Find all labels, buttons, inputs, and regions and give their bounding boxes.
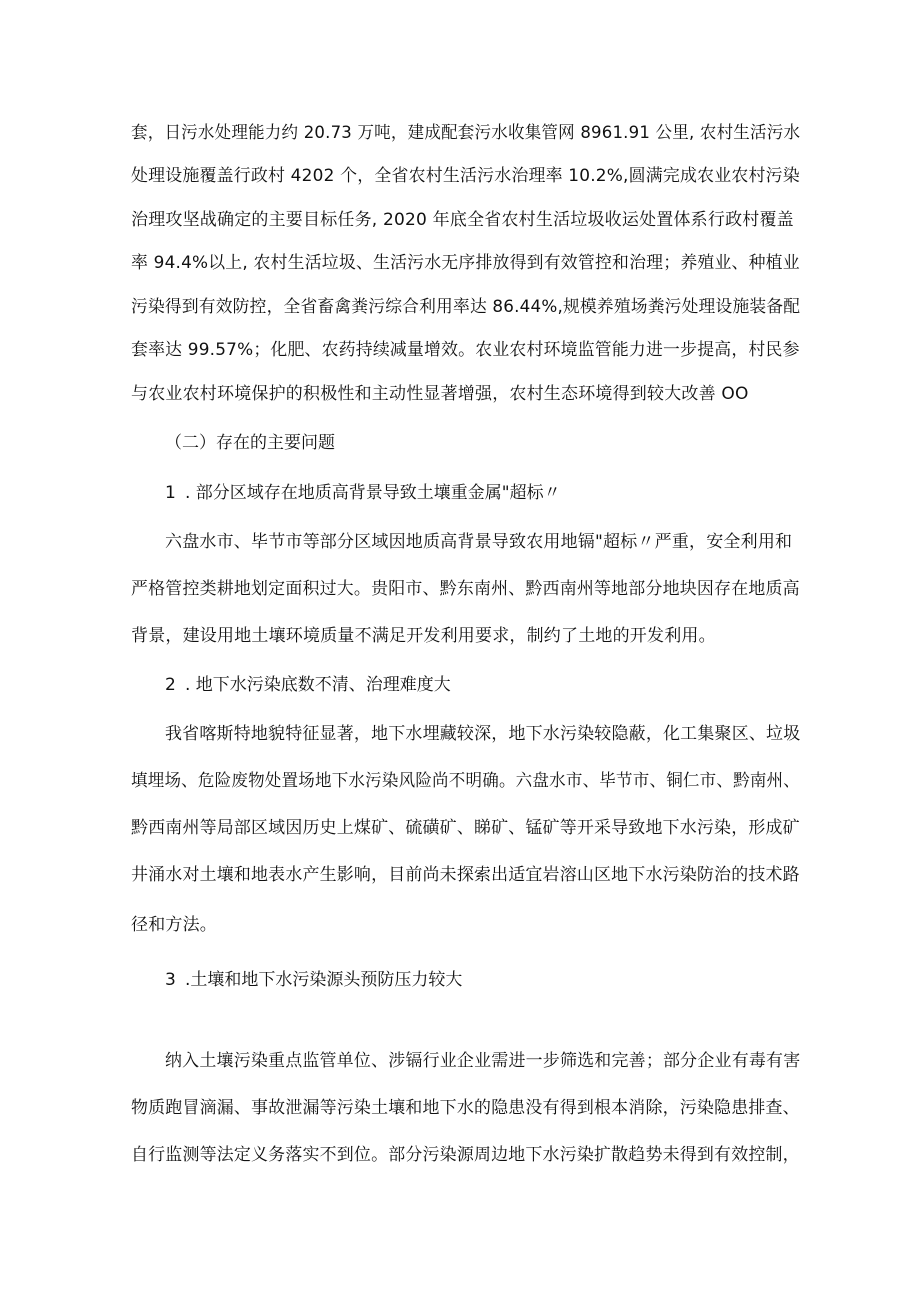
issue-number: 2 — [165, 675, 176, 695]
paragraph-line: 自行监测等法定义务落实不到位。部分污染源周边地下水污染扩散趋势未得到有效控制， — [131, 1145, 800, 1165]
paragraph-line: 黔西南州等局部区域因历史上煤矿、硫磺矿、睇矿、锰矿等开采导致地下水污染，形成矿 — [131, 818, 800, 838]
paragraph-line: 填埋场、危险废物处置场地下水污染风险尚不明确。六盘水市、毕节市、铜仁市、黔南州、 — [131, 771, 801, 791]
issue-heading-1 — [165, 478, 561, 508]
paragraph-line: 套，日污水处理能力约 20.73 万吨，建成配套污水收集管网 8961.91 公里, 农村生活污水 — [131, 123, 801, 143]
paragraph-line: 与农业农村环境保护的积极性和主动性显著增强，农村生态环境得到较大改善 OO — [131, 384, 749, 404]
paragraph-line: 背景，建设用地土壤环境质量不满足开发利用要求，制约了土地的开发利用。 — [131, 626, 716, 646]
paragraph-line: 物质跑冒滴漏、事故泄漏等污染土壤和地下水的隐患没有得到根本消除，污染隐患排查、 — [131, 1098, 800, 1118]
paragraph-line: 径和方法。 — [131, 915, 217, 935]
paragraph-line: 井涌水对土壤和地表水产生影响，目前尚未探索出适宜岩溶山区地下水污染防治的技术路 — [131, 865, 800, 885]
paragraph-line: 套率达 99.57%；化肥、农药持续减量增效。农业农村环境监管能力进一步提高，村民参 — [131, 340, 800, 360]
issue-number: 3 — [165, 970, 176, 990]
issue-number: 1 — [165, 483, 176, 503]
issue-title: . 部分区域存在地质高背景导致土壤重金属"超标〃 — [185, 483, 561, 503]
paragraph-line: 治理攻坚战确定的主要目标任务, 2020 年底全省农村生活垃圾收运处置体系行政村覆盖 — [131, 210, 794, 230]
paragraph-line: 严格管控类耕地划定面积过大。贵阳市、黔东南州、黔西南州等地部分地块因存在地质高 — [131, 579, 800, 599]
issue-title: . 地下水污染底数不清、治理难度大 — [185, 675, 451, 695]
paragraph-line: 污染得到有效防控，全省畜禽粪污综合利用率达 86.44%,规模养殖场粪污处理设施装备配 — [131, 297, 801, 317]
issue-heading-2 — [165, 670, 451, 700]
issue-title: .土壤和地下水污染源头预防压力较大 — [185, 970, 463, 990]
paragraph-line: 六盘水市、毕节市等部分区域因地质高背景导致农用地镉"超标〃严重，安全利用和 — [165, 532, 793, 552]
paragraph-line: 处理设施覆盖行政村 4202 个，全省农村生活污水治理率 10.2%,圆满完成农业农村污染 — [131, 166, 800, 186]
section-heading: （二）存在的主要问题 — [165, 433, 335, 453]
paragraph-line: 率 94.4%以上, 农村生活垃圾、生活污水无序排放得到有效管控和治理；养殖业、种植业 — [131, 253, 800, 273]
paragraph-line: 纳入土壤污染重点监管单位、涉镉行业企业需进一步筛选和完善；部分企业有毒有害 — [165, 1051, 801, 1071]
issue-heading-3 — [165, 965, 462, 995]
paragraph-line: 我省喀斯特地貌特征显著，地下水埋藏较深，地下水污染较隐蔽，化工集聚区、垃圾 — [165, 724, 801, 744]
